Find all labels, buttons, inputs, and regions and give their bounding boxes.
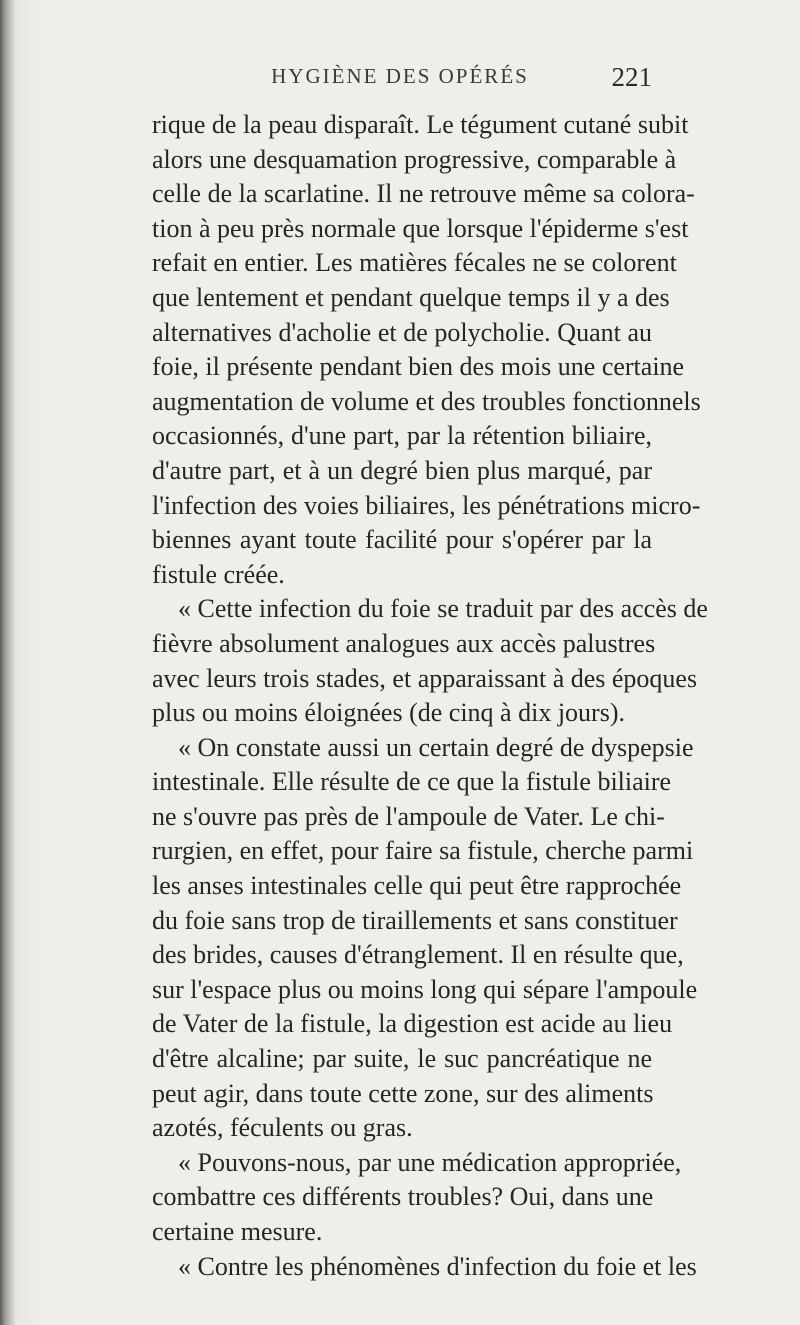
text-line: avec leurs trois stades, et apparaissant à des époques (152, 663, 698, 693)
running-head: HYGIÈNE DES OPÉRÉS (271, 64, 529, 88)
text-line: intestinale. Elle résulte de ce que la fistule biliaire (152, 767, 672, 797)
body-text (152, 108, 708, 1284)
text-line-paragraph-end: plus ou moins éloignées (de cinq à dix jours). (152, 698, 625, 728)
text-line: de Vater de la fistule, la digestion est acide au lieu (152, 1009, 673, 1039)
text-line: « On constate aussi un certain degré de dyspepsie (178, 732, 694, 762)
text-line: « Cette infection du foie se traduit par des accès de (178, 594, 708, 624)
text-line: du foie sans trop de tiraillements et sans constituer (152, 905, 678, 935)
page-header (0, 62, 800, 96)
text-line: sur l'espace plus ou moins long qui sépare l'ampoule (152, 974, 698, 1004)
text-line-paragraph-end: azotés, féculents ou gras. (152, 1113, 413, 1143)
text-line: augmentation de volume et des troubles fonctionnels (152, 386, 701, 416)
text-line: foie, il présente pendant bien des mois une certaine (152, 352, 685, 382)
text-line: occasionnés, d'une part, par la rétention biliaire, (152, 421, 652, 451)
text-line: combattre ces différents troubles? Oui, dans une (152, 1182, 654, 1212)
text-line: peut agir, dans toute cette zone, sur des aliments (152, 1078, 654, 1108)
text-line: rurgien, en effet, pour faire sa fistule, cherche parmi (152, 836, 694, 866)
text-line: ne s'ouvre pas près de l'ampoule de Vater. Le chi- (152, 801, 665, 831)
text-line: fièvre absolument analogues aux accès palustres (152, 628, 656, 658)
text-line: que lentement et pendant quelque temps il y a des (152, 282, 670, 312)
text-line: biennes ayant toute facilité pour s'opérer par la (152, 525, 652, 555)
text-line: tion à peu près normale que lorsque l'épiderme s'est (152, 213, 689, 243)
text-line: alors une desquamation progressive, comparable à (152, 144, 677, 174)
text-line: refait en entier. Les matières fécales ne se colorent (152, 248, 677, 278)
text-line: des brides, causes d'étranglement. Il en résulte que, (152, 940, 684, 970)
text-line-paragraph-end: fistule créée. (152, 559, 285, 589)
text-line: rique de la peau disparaît. Le tégument cutané subit (152, 110, 689, 139)
page-number: 221 (611, 62, 652, 92)
text-line: les anses intestinales celle qui peut être rapprochée (152, 871, 682, 901)
text-line: d'être alcaline; par suite, le suc pancréatique ne (152, 1044, 652, 1074)
text-line: l'infection des voies biliaires, les pénétrations micro- (152, 490, 701, 520)
binding-shadow (0, 0, 16, 1325)
text-line: alternatives d'acholie et de polycholie. Quant au (152, 317, 652, 347)
text-line: d'autre part, et à un degré bien plus marqué, par (152, 455, 652, 485)
text-line-paragraph-end: certaine mesure. (152, 1217, 323, 1246)
text-line: « Contre les phénomènes d'infection du foie et les (178, 1251, 697, 1281)
text-line: celle de la scarlatine. Il ne retrouve même sa colora- (152, 179, 695, 209)
text-line: « Pouvons-nous, par une médication appropriée, (178, 1147, 682, 1177)
